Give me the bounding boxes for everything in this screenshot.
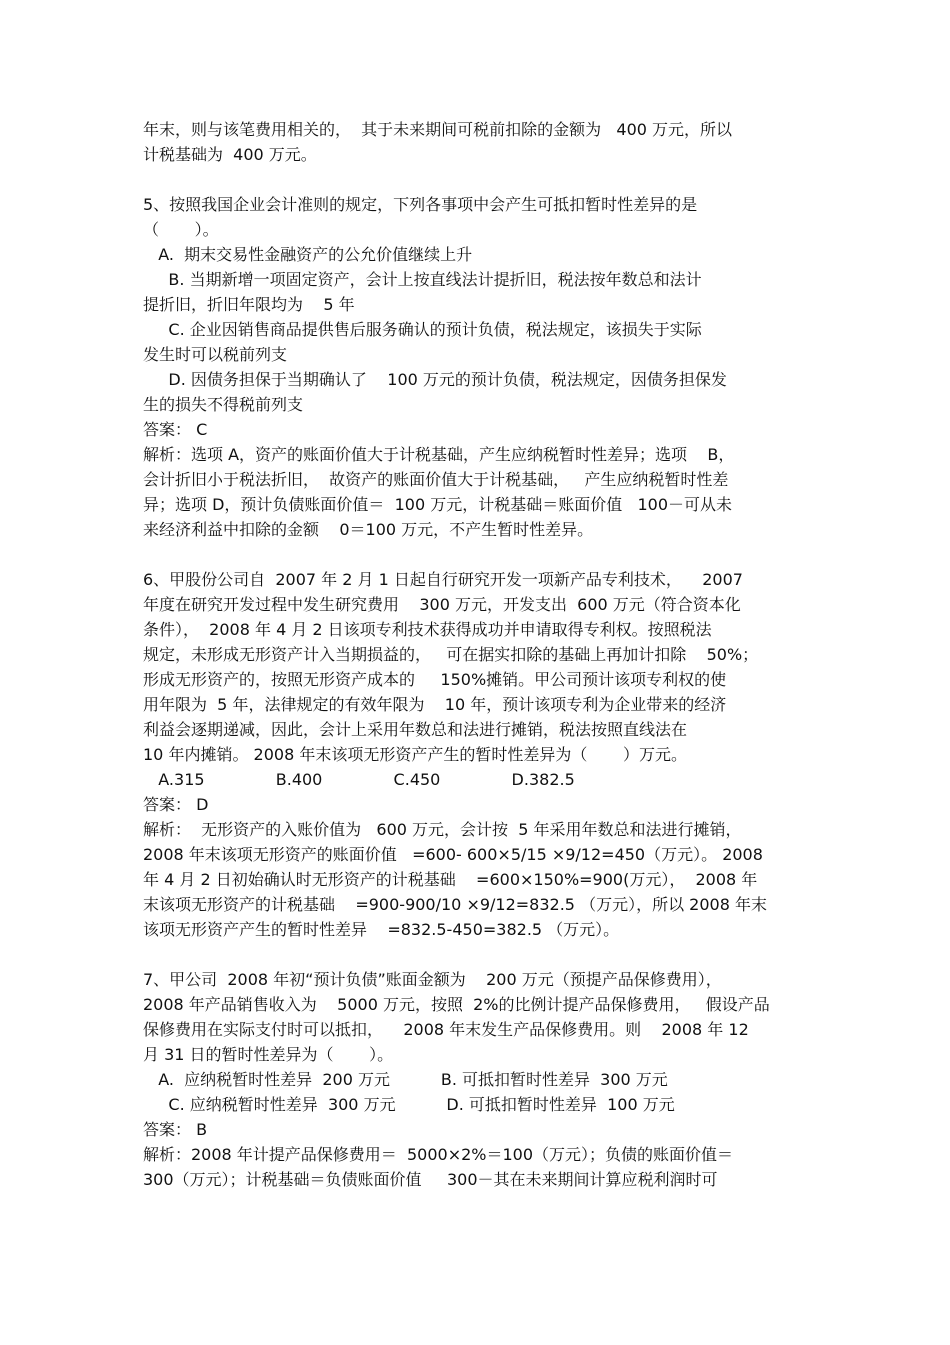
question-6-stem: 6、甲股份公司自 2007 年 2 月 1 日起自行研究开发一项新产品专利技术， 2007 bbox=[143, 570, 743, 589]
question-7-stem: 月 31 日的暂时性差异为（ ）。 bbox=[143, 1045, 394, 1064]
question-6-stem: 形成无形资产的，按照无形资产成本的 150%摊销。甲公司预计该项专利权的使 bbox=[143, 670, 727, 689]
question-7-stem: 保修费用在实际支付时可以抵扣， 2008 年末发生产品保修费用。则 2008 年 12 bbox=[143, 1020, 749, 1039]
question-6-stem: 10 年内摊销。 2008 年末该项无形资产产生的暂时性差异为（ ）万元。 bbox=[143, 745, 687, 764]
question-7-stem: 2008 年产品销售收入为 5000 万元，按照 2%的比例计提产品保修费用， 假设产品 bbox=[143, 995, 770, 1014]
question-6-stem: 条件）， 2008 年 4 月 2 日该项专利技术获得成功并申请取得专利权。按照税法 bbox=[143, 620, 712, 639]
question-6-options: A.315 B.400 C.450 D.382.5 bbox=[143, 770, 575, 789]
question-5-option-d: D. 因债务担保于当期确认了 100 万元的预计负债，税法规定，因债务担保发 bbox=[143, 370, 727, 389]
question-5-analysis: 会计折旧小于税法折旧， 故资产的账面价值大于计税基础， 产生应纳税暂时性差 bbox=[143, 470, 729, 489]
question-5-answer: 答案： C bbox=[143, 420, 208, 439]
text-line: 年末，则与该笔费用相关的， 其于未来期间可税前扣除的金额为 400 万元，所以 bbox=[143, 120, 733, 139]
question-6-analysis: 年 4 月 2 日初始确认时无形资产的计税基础 =600×150%=900(万元）， 2008 年 bbox=[143, 870, 758, 889]
question-5-stem: 5、按照我国企业会计准则的规定，下列各事项中会产生可抵扣暂时性差异的是 bbox=[143, 195, 698, 214]
question-7-analysis: 解析：2008 年计提产品保修费用＝ 5000×2%＝100（万元）；负债的账面价值＝ bbox=[143, 1145, 734, 1164]
question-6-analysis: 该项无形资产产生的暂时性差异 =832.5-450=382.5 （万元）。 bbox=[143, 920, 620, 939]
question-5-analysis: 来经济利益中扣除的金额 0＝100 万元，不产生暂时性差异。 bbox=[143, 520, 594, 539]
question-7-analysis: 300（万元）；计税基础＝负债账面价值 300－其在未来期间计算应税利润时可 bbox=[143, 1170, 718, 1189]
question-5-option-c-cont: 发生时可以税前列支 bbox=[143, 345, 288, 364]
question-6-analysis: 2008 年末该项无形资产的账面价值 =600- 600×5/15 ×9/12=450（万元）。 2008 bbox=[143, 845, 763, 864]
question-6-stem: 用年限为 5 年，法律规定的有效年限为 10 年，预计该项专利为企业带来的经济 bbox=[143, 695, 727, 714]
question-6-stem: 规定，未形成无形资产计入当期损益的， 可在据实扣除的基础上再加计扣除 50%； bbox=[143, 645, 759, 664]
question-7-answer: 答案： B bbox=[143, 1120, 208, 1139]
question-7-stem: 7、甲公司 2008 年初“预计负债”账面金额为 200 万元（预提产品保修费用）， bbox=[143, 970, 722, 989]
question-6-analysis: 末该项无形资产的计税基础 =900-900/10 ×9/12=832.5 （万元），所以 2008 年末 bbox=[143, 895, 767, 914]
question-6-answer: 答案： D bbox=[143, 795, 209, 814]
question-6-stem: 利益会逐期递减，因此，会计上采用年数总和法进行摊销，税法按照直线法在 bbox=[143, 720, 688, 739]
question-5-analysis: 异；选项 D，预计负债账面价值＝ 100 万元，计税基础＝账面价值 100－可从未 bbox=[143, 495, 733, 514]
question-5-option-a: A. 期末交易性金融资产的公允价值继续上升 bbox=[143, 245, 473, 264]
question-5-blank: （ ）。 bbox=[143, 220, 219, 239]
text-line: 计税基础为 400 万元。 bbox=[143, 145, 317, 164]
question-5-option-d-cont: 生的损失不得税前列支 bbox=[143, 395, 304, 414]
question-5-option-b-cont: 提折旧，折旧年限均为 5 年 bbox=[143, 295, 355, 314]
question-6-analysis: 解析： 无形资产的入账价值为 600 万元，会计按 5 年采用年数总和法进行摊销， bbox=[143, 820, 742, 839]
question-7-options-cd: C. 应纳税暂时性差异 300 万元 D. 可抵扣暂时性差异 100 万元 bbox=[143, 1095, 675, 1114]
question-7-options-ab: A. 应纳税暂时性差异 200 万元 B. 可抵扣暂时性差异 300 万元 bbox=[143, 1070, 668, 1089]
question-5-option-c: C. 企业因销售商品提供售后服务确认的预计负债，税法规定，该损失于实际 bbox=[143, 320, 702, 339]
question-6-stem: 年度在研究开发过程中发生研究费用 300 万元，开发支出 600 万元（符合资本化 bbox=[143, 595, 741, 614]
question-5-option-b: B. 当期新增一项固定资产，会计上按直线法计提折旧，税法按年数总和法计 bbox=[143, 270, 702, 289]
question-5-analysis: 解析：选项 A，资产的账面价值大于计税基础，产生应纳税暂时性差异；选项 B， bbox=[143, 445, 735, 464]
